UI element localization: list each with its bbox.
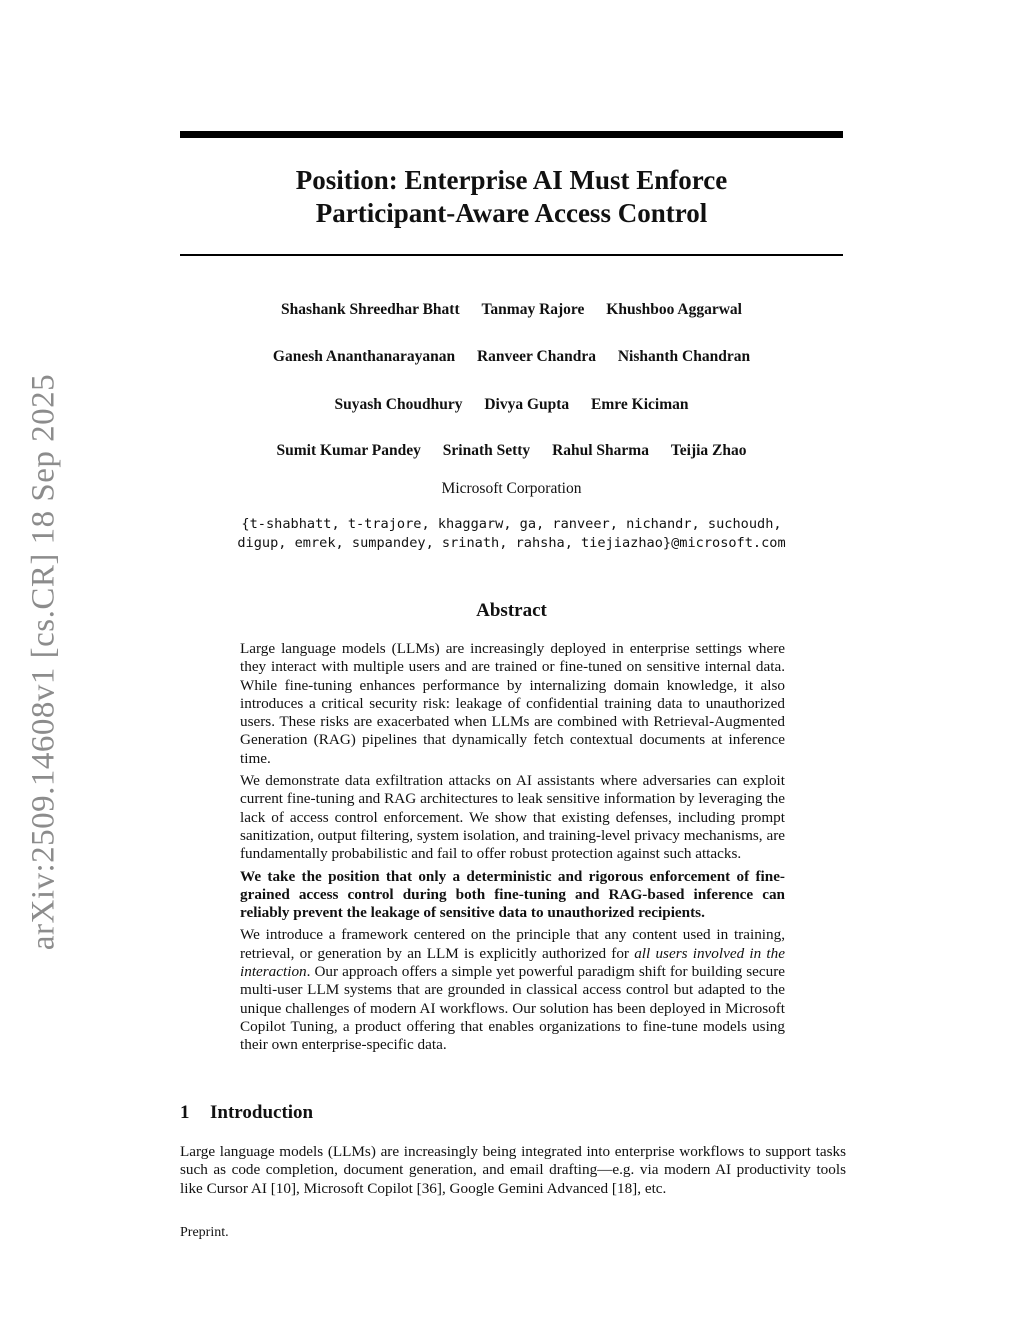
author-name: Emre Kiciman xyxy=(591,396,689,413)
author-name: Khushboo Aggarwal xyxy=(606,301,742,318)
author-name: Tanmay Rajore xyxy=(481,301,585,318)
author-emails xyxy=(180,515,843,553)
abstract-p4-text: We introduce a framework centered on the principle that any content used in training, retrieval, or generation by an LLM is explicitly authorized for xyxy=(240,926,785,962)
author-row-2 xyxy=(180,347,843,367)
section-number: 1 xyxy=(180,1102,190,1123)
author-name: Ganesh Ananthanarayanan xyxy=(272,348,456,365)
author-name: Nishanth Chandran xyxy=(617,348,751,365)
paper-title-line-1: Position: Enterprise AI Must Enforce xyxy=(295,165,728,195)
arxiv-identifier-stamp: arXiv:2509.14608v1 [cs.CR] 18 Sep 2025 xyxy=(25,373,62,951)
abstract-paragraph-1: Large language models (LLMs) are increasingly deployed in enterprise settings where they interact with multiple users and are trained or fine-tuned on sensitive internal data. While fine-tuning enhances performance by internalizing domain knowledge, it also introduces a critical security risk: leakage of confidential training data to unauthorized users. These risks are exacerbated when LLMs are combined with Retrieval-Augmented Generation (RAG) pipelines that dynamically fetch contextual documents at inference time. xyxy=(240,640,785,767)
affiliation: Microsoft Corporation xyxy=(441,480,582,497)
paper-title-line-2: Participant-Aware Access Control xyxy=(315,198,708,228)
author-name: Suyash Choudhury xyxy=(334,396,463,413)
author-name: Teijia Zhao xyxy=(670,442,747,459)
author-row-4 xyxy=(180,441,843,461)
paper-title xyxy=(180,164,843,230)
abstract-p4-emphasis: all users involved in the interaction xyxy=(240,944,785,981)
author-name: Srinath Setty xyxy=(442,442,531,459)
footer-note: Preprint. xyxy=(180,1225,229,1240)
author-name: Divya Gupta xyxy=(484,396,570,413)
section-heading-introduction xyxy=(180,1101,313,1125)
author-name: Sumit Kumar Pandey xyxy=(276,442,421,459)
email-line-1: {t-shabhatt, t-trajore, khaggarw, ga, ranveer, nichandr, suchoudh, xyxy=(241,516,782,532)
author-name: Shashank Shreedhar Bhatt xyxy=(281,301,460,318)
author-row-3 xyxy=(180,395,843,415)
title-top-rule xyxy=(180,131,843,138)
title-bottom-rule xyxy=(180,254,843,256)
author-name: Ranveer Chandra xyxy=(476,348,596,365)
author-name: Rahul Sharma xyxy=(552,442,649,459)
abstract-body xyxy=(240,640,785,1059)
abstract-paragraph-2: We demonstrate data exfiltration attacks on AI assistants where adversaries can exploit current fine-tuning and RAG architectures to leak sensitive information by leveraging the lack of access control enforcement. We show that existing defenses, including prompt sanitization, output filtering, system isolation, and training-level privacy mechanisms, are fundamentally probabilistic and fail to offer robust protection against such attacks. xyxy=(240,772,785,863)
abstract-position-statement: We take the position that only a deterministic and rigorous enforcement of fine-grained access control during both fine-tuning and RAG-based inference can reliably prevent the leakage of sensitive data to unauthorized recipients. xyxy=(240,867,785,922)
author-row-1 xyxy=(180,300,843,320)
abstract-p4-text-end: . Our approach offers a simple yet powerful paradigm shift for building secure multi-user LLM systems that are grounded in classical access control but adapted to the unique challenges of modern AI workflows. Our solution has been deployed in Microsoft Copilot Tuning, a product offering that enables organizations to fine-tune models using their own enterprise-specific data. xyxy=(240,963,785,1054)
email-line-2: digup, emrek, sumpandey, srinath, rahsha, tiejiazhao}@microsoft.com xyxy=(237,535,786,551)
introduction-paragraph: Large language models (LLMs) are increasingly being integrated into enterprise workflows to support tasks such as code completion, document generation, and email drafting—e.g. via modern AI productivity tools like Cursor AI [10], Microsoft Copilot [36], Google Gemini Advanced [18], etc. xyxy=(180,1143,846,1197)
section-title: Introduction xyxy=(210,1102,314,1123)
abstract-heading: Abstract xyxy=(476,600,547,621)
abstract-paragraph-4 xyxy=(240,926,785,1054)
